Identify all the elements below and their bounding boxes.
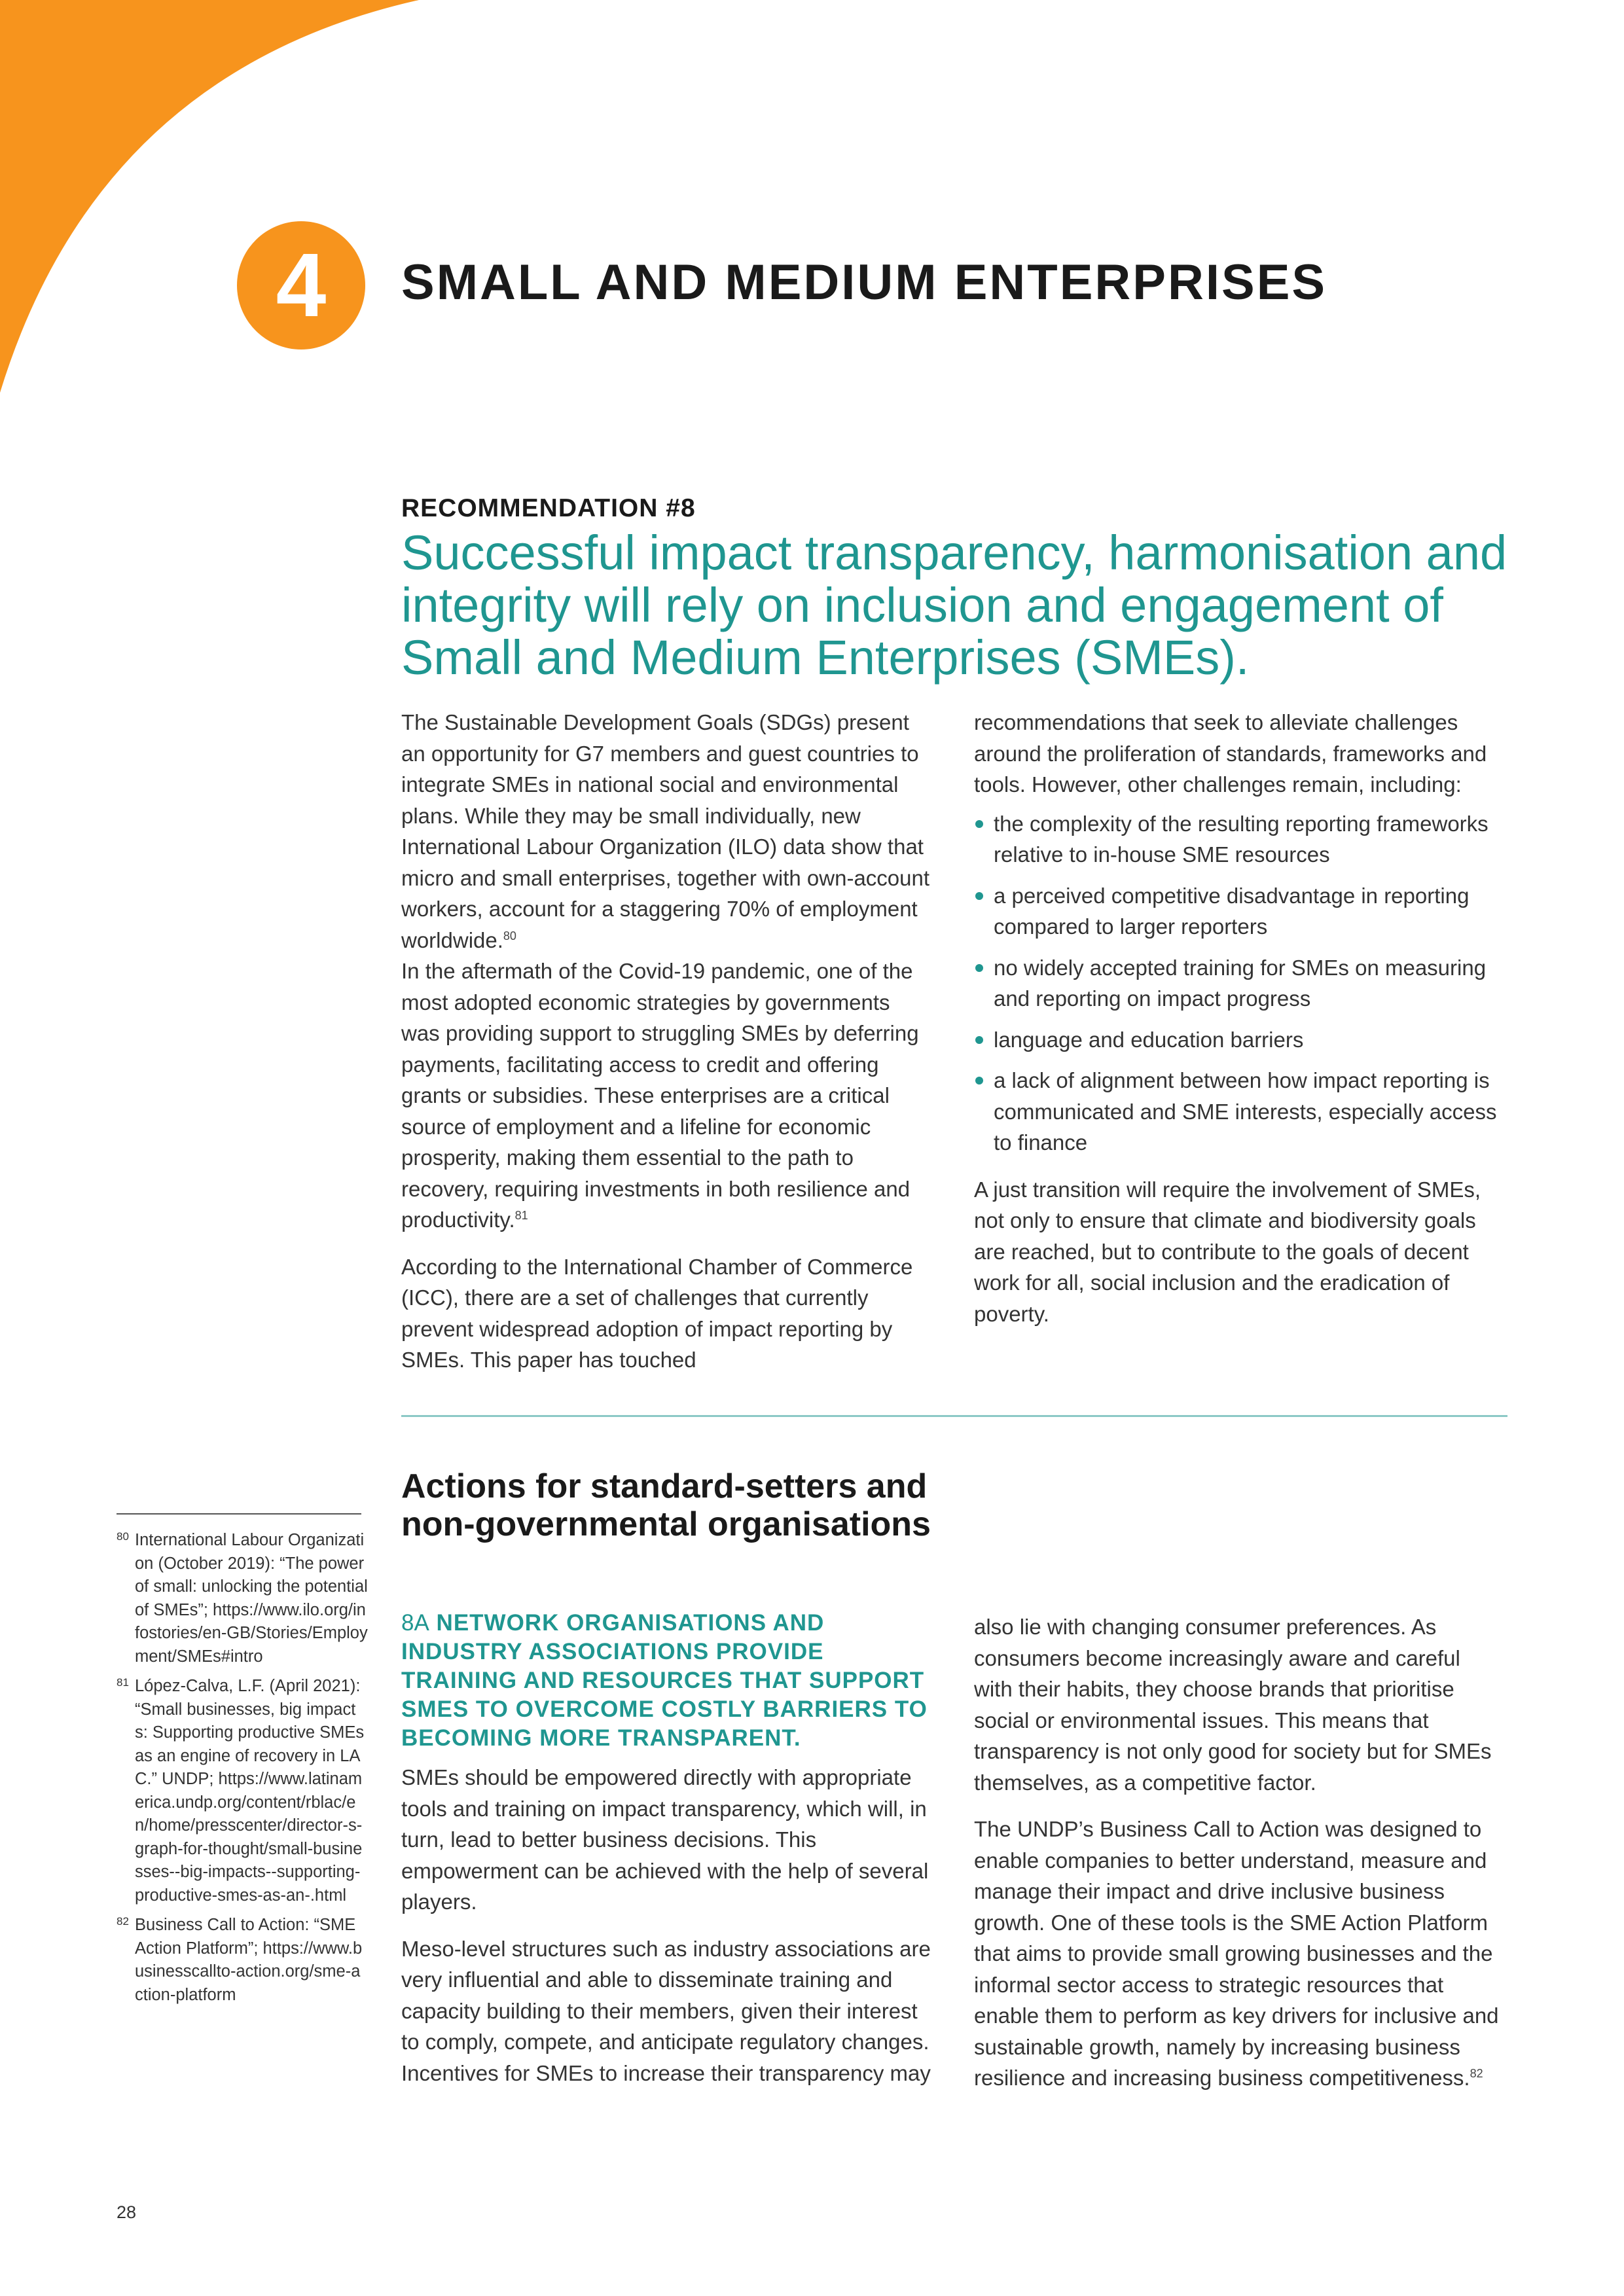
body-paragraph: also lie with changing consumer preferences. As consumers become increasingly aware and careful with their habits, they choose brands that prioritise social or environmental issues. This means that transparency is not only good for society but for SMEs themselves, as a competitive factor. (974, 1615, 1492, 1795)
chapter-title: SMALL AND MEDIUM ENTERPRISES (401, 255, 1327, 310)
footnote-80 (117, 1529, 369, 1668)
paragraph-text: The UNDP’s Business Call to Action was designed to enable companies to better understand, measure and manage their impact and drive inclusive business growth. One of these tools is the SME Action Platform that aims to provide small growing businesses and the informal sector access to strategic resources that enable them to perform as key drivers for inclusive and sustainable growth, namely by increasing business resilience and increasing business competitiveness. (974, 1817, 1499, 2090)
recommendation-label: RECOMMENDATION #8 (401, 494, 696, 522)
footnote-81 (117, 1675, 369, 1907)
action-title: NETWORK ORGANISATIONS AND INDUSTRY ASSOCIATIONS PROVIDE TRAINING AND RESOURCES THAT SUPPORT SMES TO OVERCOME COSTLY BARRIERS TO BECOMING MORE TRANSPARENT. (401, 1610, 928, 1751)
body-paragraph: According to the International Chamber of Commerce (ICC), there are a set of challenges that currently prevent widespread adoption of impact reporting by SMEs. This paper has touched (401, 1254, 913, 1372)
page-number: 28 (117, 2202, 137, 2222)
chapter-number-badge (237, 221, 365, 350)
list-item: no widely accepted training for SMEs on measuring and reporting on impact progress (974, 952, 1504, 1014)
chapter-number: 4 (276, 235, 327, 336)
footnote-number: 81 (117, 1676, 129, 1689)
action-8a-heading (401, 1609, 931, 1753)
footnote-ref-80[interactable]: 80 (503, 929, 516, 942)
list-item: a lack of alignment between how impact reporting is communicated and SME interests, especially access to finance (974, 1065, 1504, 1158)
footnote-number: 82 (117, 1915, 129, 1928)
paragraph-text: The Sustainable Development Goals (SDGs) present an opportunity for G7 members and guest countries to integrate SMEs in national social and environmental plans. While they may be small individually, new International Labour Organization (ILO) data show that micro and small enterprises, together with own-account workers, account for a staggering 70% of employment worldwide. (401, 710, 930, 952)
body-paragraph (401, 956, 931, 1236)
footnote-ref-82[interactable]: 82 (1470, 2067, 1483, 2080)
list-item: the complexity of the resulting reporting frameworks relative to in-house SME resources (974, 808, 1504, 870)
actions-left-column (401, 1609, 931, 2104)
section-divider (401, 1415, 1507, 1417)
footnotes (117, 1529, 369, 2013)
body-paragraph (401, 707, 931, 956)
list-item: language and education barriers (974, 1024, 1504, 1056)
orange-corner-decoration (0, 0, 419, 419)
body-left-column (401, 707, 931, 1391)
actions-heading: Actions for standard-setters and non-governmental organisations (401, 1467, 931, 1543)
body-paragraph: SMEs should be empowered directly with appropriate tools and training on impact transparency, which will, in turn, lead to better business decisions. This empowerment can be achieved with the help of several players. (401, 1765, 929, 1914)
body-right-column (974, 707, 1504, 1345)
list-item: a perceived competitive disadvantage in reporting compared to larger reporters (974, 880, 1504, 942)
footnote-number: 80 (117, 1530, 129, 1543)
footnote-text[interactable]: López-Calva, L.F. (April 2021): “Small businesses, big impacts: Supporting productive SMEs as an engine of recovery in LAC.” UNDP; https://www.latinamerica.undp.org/content/rblac/en/home/presscenter/director-s-graph-for-thought/small-businesses--big-impacts--supporting-productive-smes-as-an-.html (135, 1677, 365, 1905)
body-paragraph: Meso-level structures such as industry associations are very influential and able to disseminate training and capacity building to their members, given their interest to comply, compete, and anticipate regulatory changes. Incentives for SMEs to increase their transparency may (401, 1936, 931, 2085)
actions-right-column (974, 1611, 1504, 2109)
recommendation-title: Successful impact transparency, harmonisation and integrity will rely on inclusion and engagement of Small and Medium Enterprises (SMEs). (401, 526, 1507, 685)
footnote-text[interactable]: Business Call to Action: “SME Action Platform”; https://www.businesscallto-action.org/sme-action-platform (135, 1916, 363, 2004)
footnote-82 (117, 1914, 369, 2007)
paragraph-text: In the aftermath of the Covid-19 pandemic, one of the most adopted economic strategies by governments was providing support to struggling SMEs by deferring payments, facilitating access to credit and offering grants or subsidies. These enterprises are a critical source of employment and a lifeline for economic prosperity, making them essential to the path to recovery, requiring investments in both resilience and productivity. (401, 959, 919, 1232)
footnote-rule (117, 1513, 361, 1515)
footnote-text[interactable]: International Labour Organization (October 2019): “The power of small: unlocking the potential of SMEs”; https://www.ilo.org/infostories/en-GB/Stories/Employment/SMEs#intro (135, 1531, 368, 1666)
body-paragraph: A just transition will require the involvement of SMEs, not only to ensure that climate and biodiversity goals are reached, but to contribute to the goals of decent work for all, social inclusion and the eradication of poverty. (974, 1177, 1481, 1326)
footnote-ref-81[interactable]: 81 (514, 1209, 528, 1222)
body-paragraph (974, 1814, 1504, 2094)
action-number: 8A (401, 1610, 429, 1636)
body-paragraph: recommendations that seek to alleviate challenges around the proliferation of standards, frameworks and tools. However, other challenges remain, including: (974, 710, 1487, 797)
challenges-list (974, 808, 1504, 1158)
